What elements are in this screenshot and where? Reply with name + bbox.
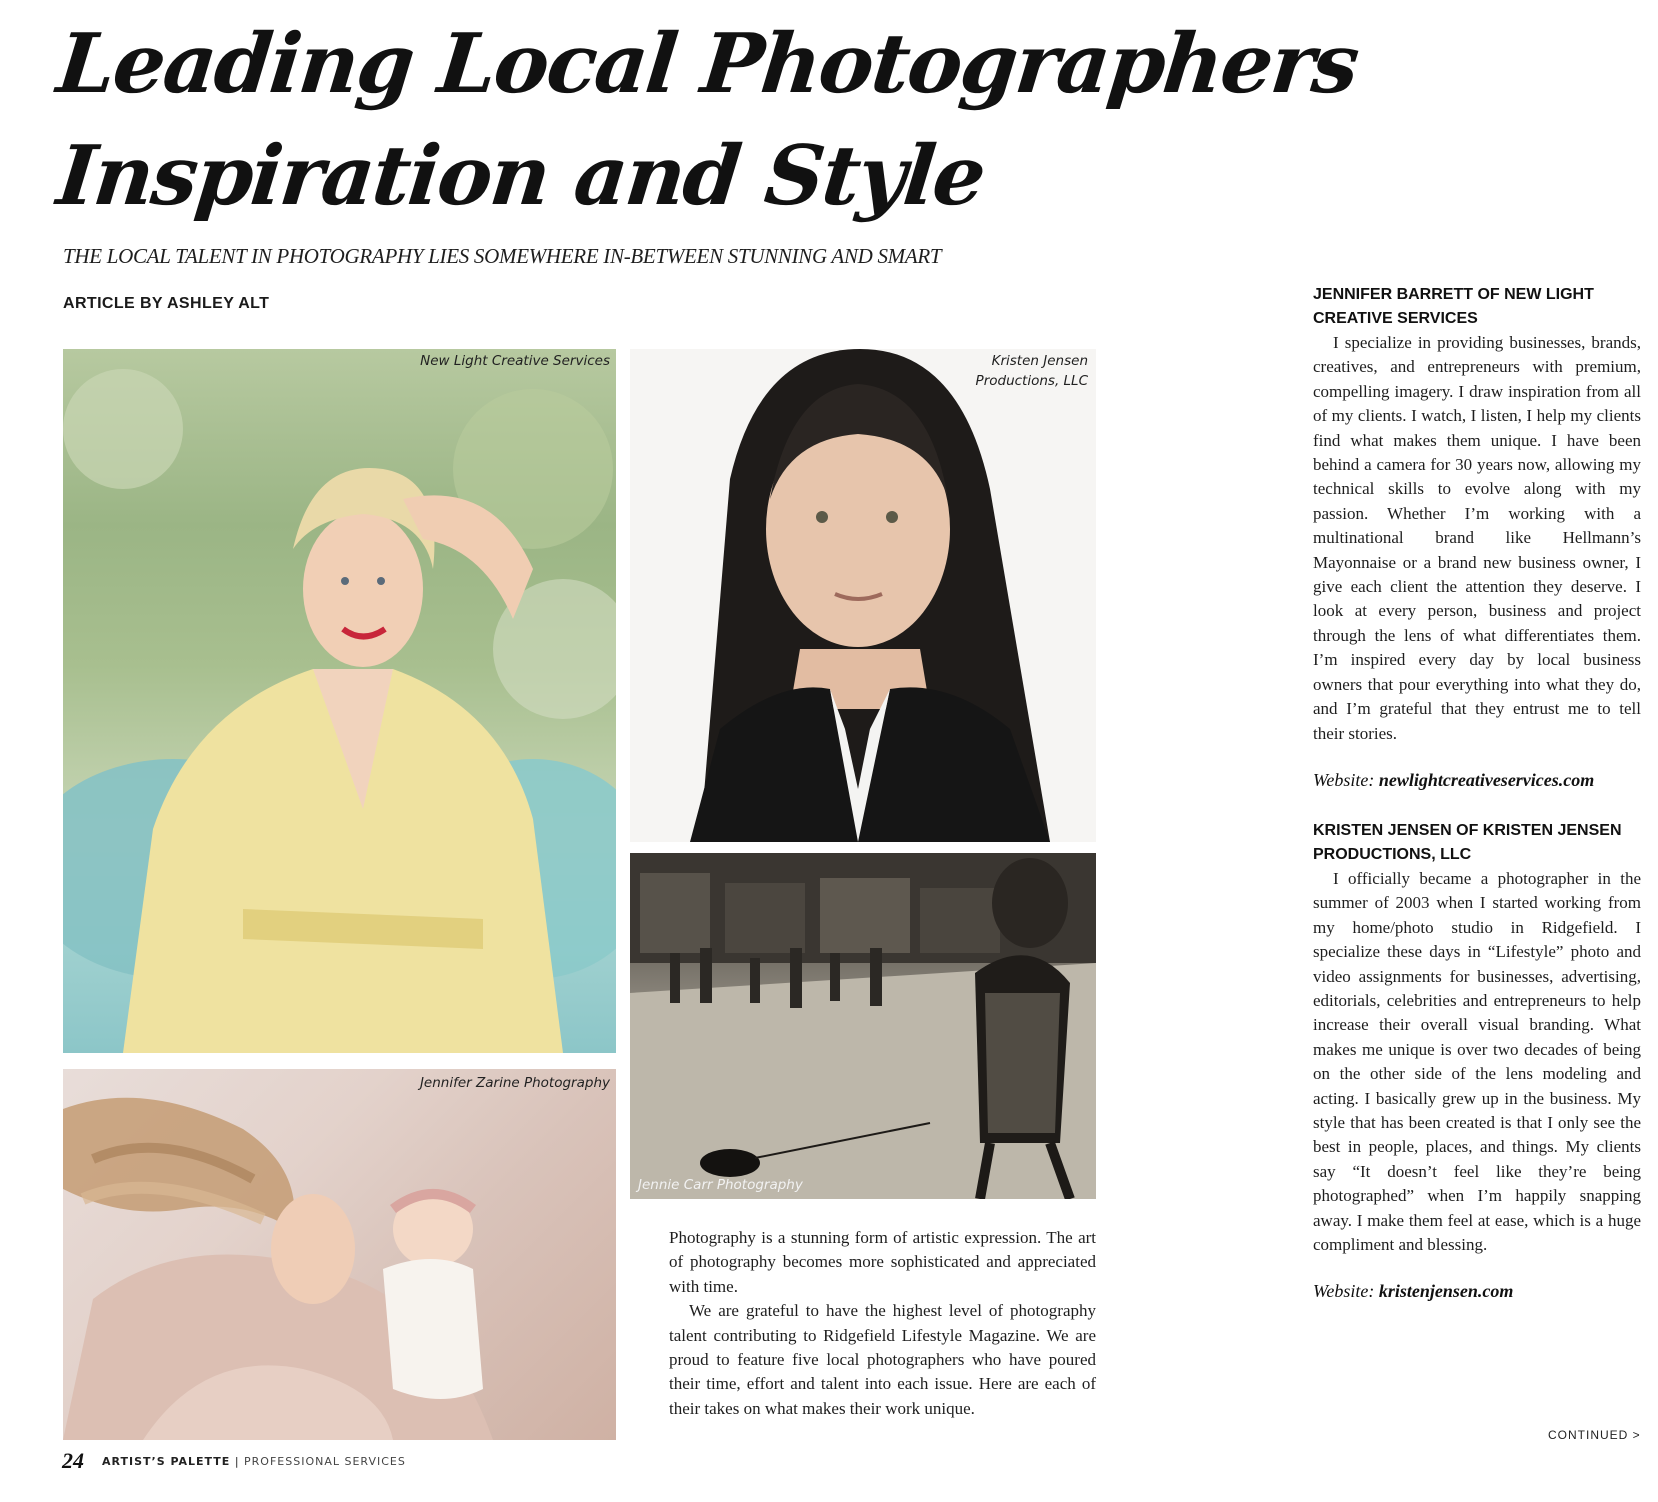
byline: ARTICLE BY ASHLEY ALT bbox=[63, 295, 270, 312]
right-column bbox=[1313, 283, 1641, 1302]
subtitle: THE LOCAL TALENT IN PHOTOGRAPHY LIES SOMEWHERE IN-BETWEEN STUNNING AND SMART bbox=[63, 244, 942, 268]
photo-jennie-carr bbox=[630, 853, 1096, 1199]
footer-category: PROFESSIONAL SERVICES bbox=[244, 1455, 406, 1468]
intro-paragraph-2: We are grateful to have the highest level of photography talent contributing to Ridgefield Lifestyle Magazine. We are proud to feature five local photographers who have poured their time, effort and talent into each issue. Here are each of their takes on what makes their work unique. bbox=[669, 1301, 1096, 1418]
headline-line-2: Inspiration and Style bbox=[52, 128, 989, 224]
photo-street-scene-illustration bbox=[630, 853, 1096, 1199]
photo-caption-multiline bbox=[976, 351, 1088, 391]
website-label: Website: bbox=[1313, 769, 1375, 790]
page-number: 24 bbox=[62, 1448, 84, 1473]
photo-caption-line-2: Productions, LLC bbox=[975, 373, 1088, 389]
website-link-newlight[interactable]: newlightcreativeservices.com bbox=[1378, 769, 1595, 790]
website-line bbox=[1313, 770, 1641, 791]
photo-caption: Jennifer Zarine Photography bbox=[419, 1075, 610, 1091]
intro-text bbox=[669, 1226, 1096, 1421]
continued-link[interactable]: CONTINUED > bbox=[1548, 1428, 1641, 1442]
photo-mother-baby-illustration bbox=[63, 1069, 616, 1440]
headline bbox=[52, 8, 1362, 232]
footer-separator: | bbox=[234, 1455, 240, 1468]
headline-line-1: Leading Local Photographers bbox=[52, 16, 1362, 112]
section-body-kristen-jensen: I officially became a photographer in the summer of 2003 when I started working from my home/photo studio in Ridgefield. I specialize these days in “Lifestyle” photo and video assignments for businesses, advertising, editorials, celebrities and entrepreneurs to help increase their overall visual branding. What makes me unique is over two decades of being on the other side of the lens modeling and acting. I basically grew up in the business. My style that has been created is that I only see the best in people, places, and things. My clients say “It doesn’t feel like they’re being photographed” when I’m happily snapping away. I make them feel at ease, which is a huge compliment and blessing. bbox=[1313, 868, 1641, 1254]
photo-caption: Jennie Carr Photography bbox=[638, 1177, 803, 1193]
photo-portrait-black-blazer-illustration bbox=[630, 349, 1096, 842]
photo-portrait-yellow-robe-illustration bbox=[63, 349, 616, 1053]
footer-section bbox=[102, 1455, 406, 1468]
photo-jennifer-zarine bbox=[63, 1069, 616, 1440]
section-heading-kristen-jensen: KRISTEN JENSEN OF KRISTEN JENSEN PRODUCTIONS, LLC bbox=[1313, 821, 1622, 863]
section-body-jennifer-barrett: I specialize in providing businesses, brands, creatives, and entrepreneurs with premium, compelling imagery. I draw inspiration from all of my clients. I watch, I listen, I help my clients find what makes them unique. I have been behind a camera for 30 years now, allowing my technical skills to evolve along with my passion. Whether I’m working with a multinational brand like Hellmann’s Mayonnaise or a brand new business owner, I give each client the attention they deserve. I look at every person, business and project through the lens of what differentiates them. I’m inspired every day by local business owners that pour everything into what they do, and I’m grateful that they entrust me to tell their stories. bbox=[1313, 333, 1641, 743]
photo-new-light-creative bbox=[63, 349, 616, 1053]
footer-section-name: ARTIST’S PALETTE bbox=[102, 1455, 231, 1468]
photo-caption-line-1: Kristen Jensen bbox=[991, 353, 1088, 369]
website-line bbox=[1313, 1281, 1641, 1302]
intro-paragraph-1: Photography is a stunning form of artistic expression. The art of photography becomes more sophisticated and appreciated with time. bbox=[669, 1228, 1096, 1296]
photo-caption: New Light Creative Services bbox=[420, 353, 610, 369]
website-label: Website: bbox=[1313, 1281, 1375, 1302]
section-heading-jennifer-barrett: JENNIFER BARRETT OF NEW LIGHT CREATIVE SERVICES bbox=[1313, 286, 1594, 327]
photo-kristen-jensen bbox=[630, 349, 1096, 842]
website-link-kristenjensen[interactable]: kristenjensen.com bbox=[1378, 1281, 1514, 1302]
